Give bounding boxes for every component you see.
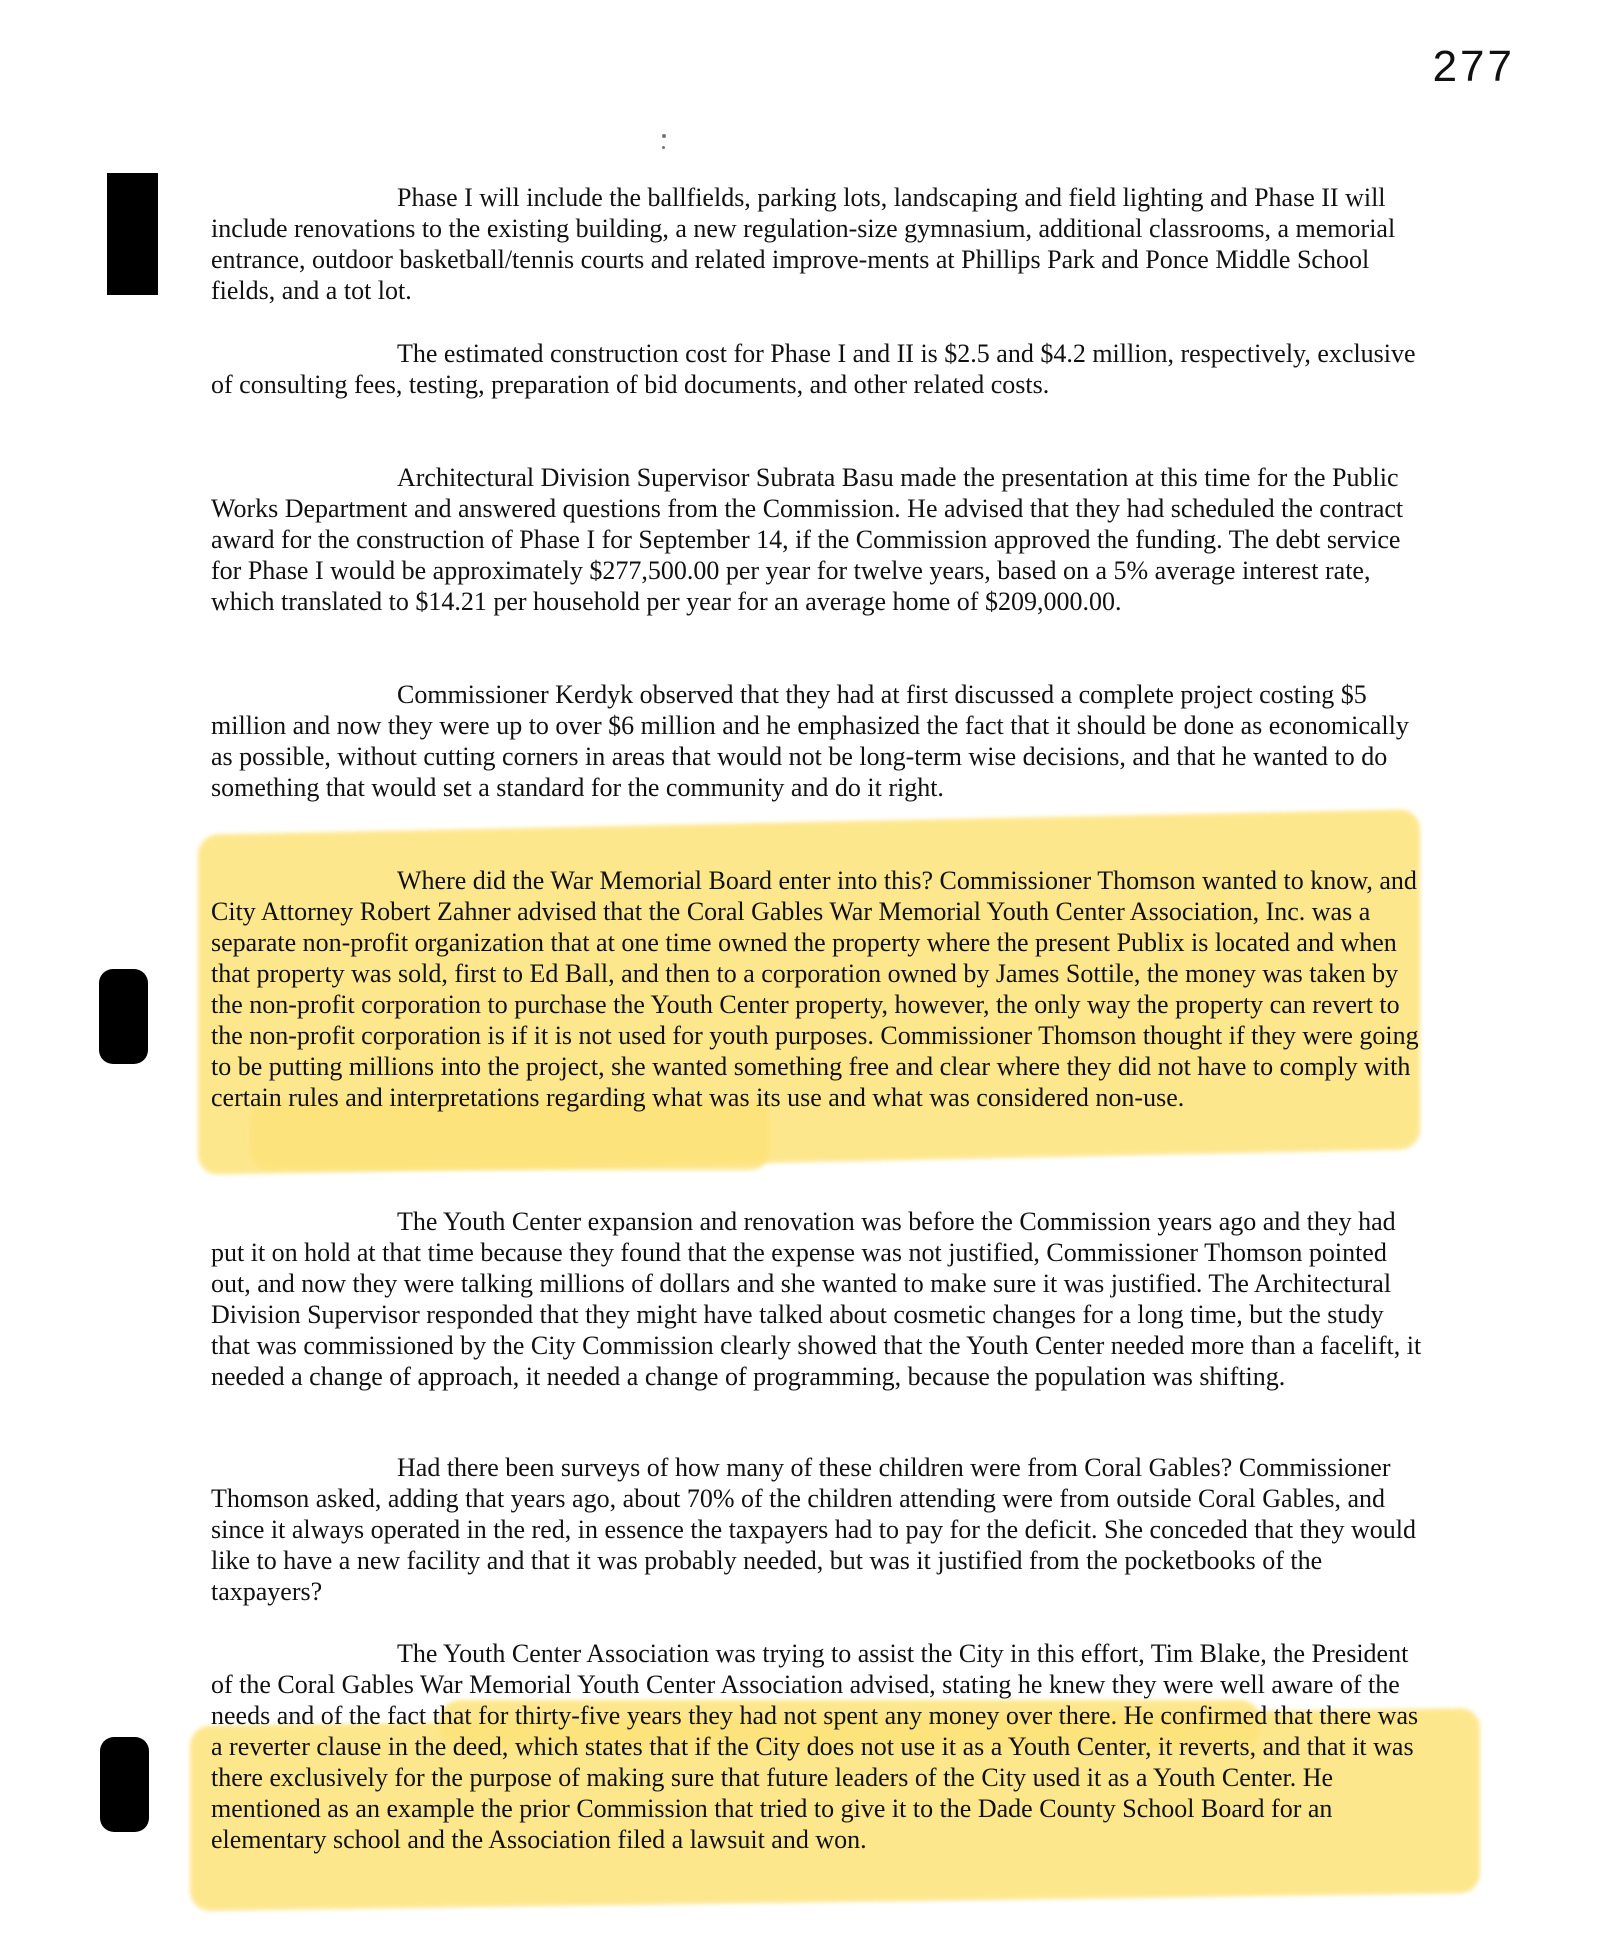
paragraph-association: The Youth Center Association was trying to assist the City in this effort, Tim Blake, the President of the Coral Gables War Memorial Youth Center Association advised, stating he knew they were well aware of the needs and of the fact that for thirty-five years they had not spent any money over there. He confirmed that there was a reverter clause in the deed, which states that if the City does not use it as a Youth Center, it reverts, and that it was there exclusively for the purpose of making sure that future leaders of the City used it as a Youth Center. He mentioned as an example the prior Commission that tried to give it to the Dade County School Board for an elementary school and the Association filed a lawsuit and won.	[211, 1639, 1419, 1854]
scan-speck	[662, 134, 666, 138]
scan-speck	[662, 146, 665, 149]
page-number: 277	[1432, 42, 1515, 91]
paragraph-war-memorial: Where did the War Memorial Board enter into this? Commissioner Thomson wanted to know, and City Attorney Robert Zahner advised that the Coral Gables War Memorial Youth Center Association, Inc. was a separate non-profit organization that at one time owned the property where the present Publix is located and when that property was sold, first to Ed Ball, and then to a corporation owned by James Sottile, the money was taken by the non-profit corporation to purchase the Youth Center property, however, the only way the property can revert to the non-profit corporation is if it is not used for youth purposes. Commissioner Thomson thought if they were going to be putting millions into the project, she wanted something free and clear where they did not have to comply with certain rules and interpretations regarding what was its use and what was considered non-use.	[211, 866, 1419, 1112]
redaction-bar	[107, 173, 158, 295]
paragraph-cost: The estimated construction cost for Phase I and II is $2.5 and $4.2 million, respectively, exclusive of consulting fees, testing, preparation of bid documents, and other related costs.	[211, 339, 1416, 399]
redaction-bar	[100, 1737, 149, 1832]
paragraph-presentation: Architectural Division Supervisor Subrata Basu made the presentation at this time for the Public Works Department and answered questions from the Commission. He advised that they had scheduled the contract award for the construction of Phase I for September 14, if the Commission approved the funding. The debt service for Phase I would be approximately $277,500.00 per year for twelve years, based on a 5% average interest rate, which translated to $14.21 per household per year for an average home of $209,000.00.	[211, 463, 1404, 616]
paragraph-kerdyk: Commissioner Kerdyk observed that they had at first discussed a complete project costing $5 million and now they were up to over $6 million and he emphasized the fact that it should be done as economically as possible, without cutting corners in areas that would not be long-term wise decisions, and that he wanted to do something that would set a standard for the community and do it right.	[211, 680, 1409, 802]
paragraph-phases: Phase I will include the ballfields, parking lots, landscaping and field lighting and Phase II will include renovations to the existing building, a new regulation-size gymnasium, additional classrooms, a memorial entrance, outdoor basketball/tennis courts and related improve-ments at Phillips Park and Ponce Middle School fields, and a tot lot.	[211, 183, 1396, 305]
redaction-bar	[99, 969, 148, 1064]
paragraph-surveys: Had there been surveys of how many of these children were from Coral Gables? Commissioner Thomson asked, adding that years ago, about 70% of the children attending were from outside Coral Gables, and since it always operated in the red, in essence the taxpayers had to pay for the deficit. She conceded that they would like to have a new facility and that it was probably needed, but was it justified from the pocketbooks of the taxpayers?	[211, 1453, 1416, 1606]
paragraph-expansion: The Youth Center expansion and renovation was before the Commission years ago and they had put it on hold at that time because they found that the expense was not justified, Commissioner Thomson pointed out, and now they were talking millions of dollars and she wanted to make sure it was justified. The Architectural Division Supervisor responded that they might have talked about cosmetic changes for a long time, but the study that was commissioned by the City Commission clearly showed that the Youth Center needed more than a facelift, it needed a change of approach, it needed a change of programming, because the population was shifting.	[211, 1207, 1422, 1391]
